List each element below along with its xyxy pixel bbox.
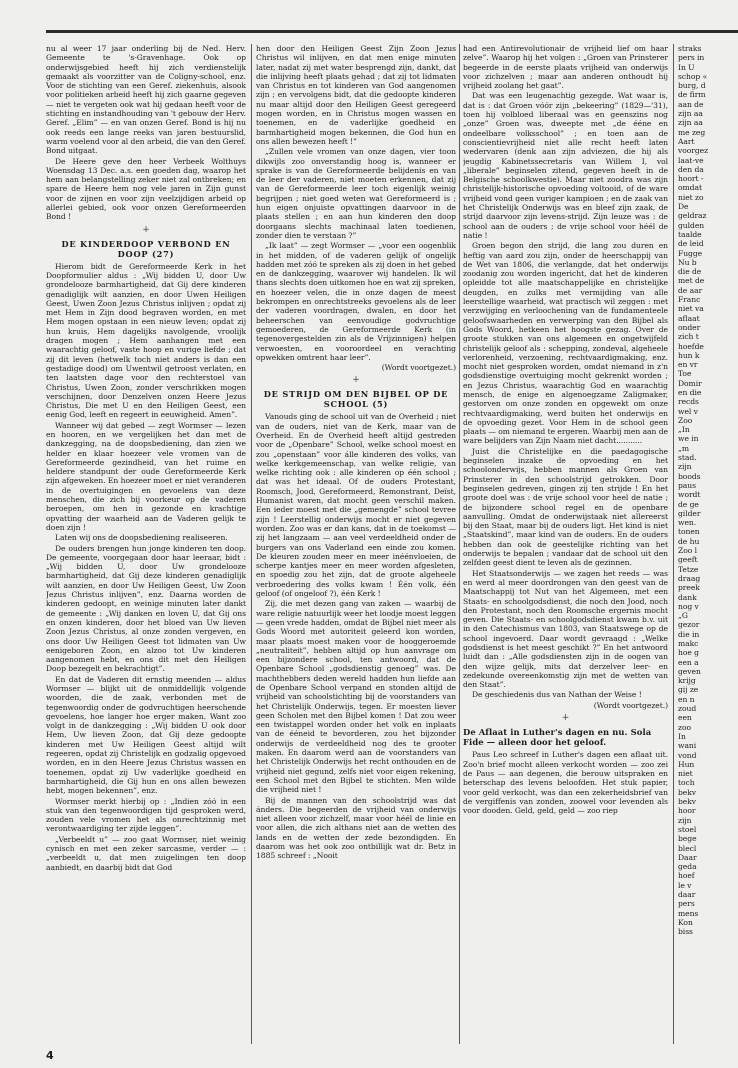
article-heading-strijd-bijbel: DE STRIJD OM DEN BIJBEL OP DE SCHOOL (5)	[263, 389, 449, 410]
cropped-line-fragment: zoo	[678, 722, 691, 732]
paragraph: Dat was een leugenachtig gezegde. Wat waar is, dat is : dat Groen vóór zijn „bekeering” (1829—'31), toen hij volbloed liberaal was en geenszins nog „onze” Groen was, dweepte met „de ééne en ondeelbare volksschool” ; en toen aan de conscientievrijheid niet alle recht heeft laten wedervaren (denk aan zijn adviezen, die hij als jeugdig Kabinetssecretaris van Willem I, vol „liberale” beginselen zitend, gegeven heeft in de Belgische schoolkwestie). Maar niet zoodra was zijn christelijk-historische opvoeding voltooid, of de ware vrijheid vond geen vuriger kampioen ; en de zaak van het Christelijk Onderwijs was en bleef zijn zaak, de strijd daarvoor zijn levens-strijd. Zijn leuze was : de school aan de ouders ; de vrije school voor héél de natie !	[463, 91, 668, 240]
cropped-line-fragment: geldraz	[678, 211, 707, 221]
cropped-line-fragment: gilder	[678, 508, 701, 518]
paragraph: Hierom bidt de Gereformeerde Kerk in het Doopformulier aldus : „Wij bidden U, door Uw grondelooze barmhartigheid, dat Gij dere kinderen genadiglijk wilt aanzien, en door Uwen Heiligen Geest, Uwen Zoon Jezus Christus inlijven ; opdat zij met Hem in Zijn dood begraven worden, en met Hem mogen opstaan in een nieuw leven; opdat zij hun kruis, Hem dagelijks navolgende, vroolijk dragen mogen ; Hem aanhangen met een waarachtig geloof, vaste hoop en vurige liefde ; dat zij dit leven (hetwelk toch niet anders is dan een gestadige dood) om Uwentwil getroost verlaten, en ten laatsten dage voor den rechterstoel van Christus, Uwen Zoon, zonder verschrikken mogen verschijnen, door Denzelven onzen Heere Jezus Christus, Die met U en den Heiligen Geest, een eenig God, leeft en regeert in eeuwigheid. Amen”.	[46, 261, 246, 420]
cropped-line-fragment: Franc	[678, 295, 701, 305]
cropped-line-fragment: met de	[678, 276, 705, 286]
cropped-line-fragment: de ge	[678, 499, 699, 509]
cropped-line-fragment: „m	[678, 443, 690, 453]
cropped-line-fragment: zijn aa	[678, 118, 703, 128]
paragraph: De Heere geve den heer Verbeek Wolthuys Woensdag 13 Dec. a.s. een goeden dag, waarop het hem aan belangstelling zeker niet zal ontbreken; en spare de Heere hem nog vele jaren in Zijn gunst voor de zijnen en voor zijn veelzijdigen arbeid op allerlei gebied, ook voor onzen Gereformeerden Bond !	[46, 156, 246, 222]
paragraph: Wanneer wij dat gebed — zegt Wormser — lezen en hooren, en we vergelijken het dan met de dankzegging, na de doopsbediening, dan zien we helder en klaar hoezeer vele vromen van de Gereformeerde gezindheid, van het ruime en heldere standpunt der oude Gereformeerde Kerk zijn afgeweken. En hoezeer moet er niet veranderen in de overtuigingen en gevoelens van deze menschen, die zich bij voorkeur op de vaderen beroepen, om hen in gezonde en krachtige opvatting der waarheid aan de Vaderen gelijk te doen zijn !	[46, 420, 246, 532]
cropped-line-fragment: zoud	[678, 704, 697, 714]
cropped-line-fragment: niet zo	[678, 192, 704, 202]
cropped-line-fragment: niet va	[678, 304, 704, 314]
cropped-line-fragment: Toe	[678, 369, 692, 379]
cropped-line-fragment: le v	[678, 880, 692, 890]
cropped-line-fragment: toch	[678, 778, 695, 788]
paragraph: Groen begon den strijd, die lang zou duren en heftig van aard zou zijn, onder de heerschappij van de Wet van 1806, die verlangde, dat het onderwijs zoodanig zou worden ingericht, dat het de kinderen opleidde tot alle maatschappelijke en christelijke deugden, en zulks met vermijding van alle leerstellige waarheid, wat practisch wil zeggen : met verzwijging en verloochening van de fundamenteele geloofswaarheden en verwerping van den Bijbel als Gods Woord, hetkeen het hoogste gezag. Over de groote stukken van ons algemeen en ongetwijfeld christelijk geloof als : schepping, zondeval, algeheele verlorenheid, verzoening, rechtvaardigmaking, enz. mocht niet gesproken worden, omdat niemand in z'n godsdienstige overtuiging mocht gekrenkt worden ; en Jezus Christus, waarachtig God en waarachtig mensch, de enige en algenoegzame Zaligmaker, gestorven om onze zonden en opgewekt om onze rechtvaardigmaking, werd buiten het onderwijs en de opvoeding gezet. Voor Hem in de school geen plaats — om niemand te ergeren. Waarbij men aan de ware belijders van Zijn Naam niet dacht...........	[463, 241, 668, 446]
ornament-cross: +	[352, 375, 360, 386]
column-3	[463, 44, 668, 1044]
paragraph: Paus Leo schreef in Luther's dagen een aflaat uit. Zoo'n brief mocht alleen verkocht worden — zoo zei de Paus — aan degenen, die berouw uitspraken en beterschap des levens beloofden. Het stuk papier, voor geld verkocht, was dan een zekerheidsbrief van de vergiffenis van zonden, zoowel voor levenden als voor dooden. Geld, geld, geld — zoo riep	[463, 750, 668, 816]
cropped-line-fragment: aan de	[678, 99, 704, 109]
cropped-line-fragment: gulden	[678, 220, 705, 230]
cropped-line-fragment: en die	[678, 387, 702, 397]
cropped-line-fragment: en vr	[678, 360, 698, 370]
paragraph: „Zullen vele vromen van onze dagen, vier toon dikwijls zoo onverstandig hoog is, wanneer er sprake is van de Gereformeerde belijdenis en van de leer der vaderen, niet moeten erkennen, dat zij van de Gereformeerde leer toch eigenlijk weinig begrijpen ; niet goed weten wat Gereformeerd is ; hun eigen onjuiste opvattingen daarvoor in de plaats stellen ; en aan hun kinderen den doop doorgaans slechts machinaal laten toedienen, zonder dien te verstaan ?”	[256, 147, 456, 240]
cropped-line-fragment: hoefde	[678, 341, 704, 351]
cropped-line-fragment: den da	[678, 164, 704, 174]
cropped-line-fragment: blecl	[678, 843, 697, 853]
column-divider	[459, 44, 460, 1044]
column-1	[46, 44, 246, 1044]
cropped-line-fragment: Daar	[678, 852, 697, 862]
column-divider	[673, 44, 674, 1044]
cropped-line-fragment: burg, d	[678, 81, 706, 91]
cropped-line-fragment: vond	[678, 750, 697, 760]
article-heading-kinderdoop: DE KINDERDOOP VERBOND EN DOOP (27)	[61, 238, 231, 259]
cropped-line-fragment: omdat	[678, 183, 702, 193]
cropped-line-fragment: taalde	[678, 229, 702, 239]
cropped-line-fragment: de leid	[678, 239, 704, 249]
cropped-line-fragment: me zeg	[678, 127, 706, 137]
cropped-line-fragment: pers in	[678, 53, 705, 63]
cropped-line-fragment: geda	[678, 862, 697, 872]
cropped-line-fragment: paus	[678, 480, 696, 490]
cropped-line-fragment: krijg	[678, 676, 696, 686]
paragraph: hen door den Heiligen Geest Zijn Zoon Jezus Christus wil inlijven, en dat men enige minuten later, nadat zij met water besprengd zijn, dankt, dat die inlijving heeft plaats gehad ; dat zij tot lidmaten van Christus en tot kinderen van God aangenomen zijn ; en vervolgens bidt, dat die gedoopte kinderen nu maar altijd door den Heiligen Geest geregeerd mogen worden, en in Christus mogen wassen en toenemen, en de vaderlijke goedheid en barmhartigheid mogen bekennen, die God hun en ons allen bewezen heeft !”	[256, 44, 456, 146]
cropped-line-fragment: daar	[678, 890, 696, 900]
cropped-line-fragment: aflaat	[678, 313, 700, 323]
cropped-line-fragment: preek	[678, 583, 700, 593]
cropped-line-fragment: Fugge	[678, 248, 703, 258]
cropped-line-fragment: wen.	[678, 518, 697, 528]
cropped-line-fragment: de firm	[678, 90, 706, 100]
cropped-line-fragment: niet	[678, 769, 693, 779]
paragraph: De ouders brengen hun jonge kinderen ten doop. De gemeente, voorgegaan door haar leeraar, bidt : „Wij bidden U, door Uw grondelooze barmhartigheid, dat Gij deze kinderen genadiglijk wilt aanzien, en door Uw Heiligen Geest, Uw Zoon Jezus Christus inlijven”, enz. Daarna worden de kinderen gedoopt, en weinige minuten later dankt de gemeente : „Wij danken en loven U, dat Gij ons en onzen kinderen, door het bloed van Uw lieven Zoon Jezus Christus, al onze zonden vergeven, en ons door Uw Heiligen Geest tot lidmaten van Uw eenigeboren Zoon, en alzoo tot Uw kinderen aangenomen hebt, en ons dit met den Heiligen Doop bezegelt en bekrachtigt”.	[46, 543, 246, 674]
paragraph: had een Antirevolutionair de vrijheid lief om haar zelve”. Waarop hij het volgen : „Groen van Prinsterer begeerde in de eerste plaats vrijheid van onderwijs voor zichzelven ; maar aan anderen onthoudt hij vrijheid zoolang het gaat”.	[463, 44, 668, 91]
cropped-line-fragment: die de	[678, 267, 702, 277]
paragraph: Wormser merkt hierbij op : „Indien zóó in een stuk van den tegenwoordigen tijd gesproken werd, zouden vele vromen het als onrechtzinnig met verontwaardiging ter zijde leggen”.	[46, 796, 246, 834]
cropped-line-fragment: biss	[678, 927, 693, 937]
cropped-line-fragment: we in	[678, 434, 699, 444]
cropped-line-fragment: Tetze	[678, 564, 699, 574]
cropped-line-fragment: Zoo	[678, 415, 693, 425]
header-rule	[46, 30, 738, 33]
paragraph: Juist die Christelijke en die paedagogische beginselen inzake de opvoeding en het schoolonderwijs, hebben mannen als Groen van Prinsterer in den schoolstrijd getrokken. Door beginselen gedreven, gingen zij ten strijde ! En het groote doel was : de vrije school voor heel de natie ; de bijzondere school regel en de openbare aanvulling. Omdat de onderwijstaak niet allereerst bij den Staat, maar bij de ouders ligt. Het kind is niet „Staatskind”, maar kind van de ouders. En de ouders hebben dan ook de geestelijke richting van het onderwijs te bepalen ; vandaar dat de school uit den zelfden geest dient te leven als de gezinnen.	[463, 446, 668, 568]
cropped-line-fragment: bekv	[678, 787, 697, 797]
cropped-line-fragment: de aar	[678, 285, 703, 295]
column-divider	[251, 44, 252, 1044]
cropped-line-fragment: wel v	[678, 406, 698, 416]
cropped-line-fragment: geeft	[678, 555, 698, 565]
cropped-line-fragment: pers	[678, 899, 695, 909]
paragraph: De geschiedenis dus van Nathan der Weise !	[472, 690, 642, 700]
cropped-line-fragment: die in	[678, 629, 700, 639]
cropped-line-fragment: recds	[678, 397, 699, 407]
cropped-line-fragment: gij ze	[678, 685, 699, 695]
paragraph: „Verbeeldt u” — zoo gaat Wormser, niet weinig cynisch en met een zeker sarcasme, verder — : „verbeeldt u, dat men zuigelingen ten doop aanbiedt, en daarbij bidt dat God	[46, 834, 246, 872]
article-heading-aflaat: De Aflaat in Luther's dagen en nu. Sola Fide — alleen door het geloof.	[463, 727, 652, 748]
paragraph: nu al weer 17 jaar onderling bij de Ned. Herv. Gemeente te 's-Gravenhage. Ook op onderwijsgebied heeft hij zich verdienstelijk gemaakt als voorzitter van de Coligny-school, enz. Voor de stichting van een Geref. ziekenhuis, alsook voor politieken arbeid heeft hij zich gaarne gegeven — niet te vergeten ook wat hij gedaan heeft voor de stichting en instandhouding van 't gebouw der Herv. Geref. „Elim” — en van onzen Geref. Bond is hij nu ook reeds een lange reeks van jaren bestuurslid, warm voelend voor al den arbeid, die van den Geref. Bond uitgaat.	[46, 44, 246, 156]
cropped-line-fragment: Hun	[678, 759, 695, 769]
cropped-line-fragment: In	[678, 731, 686, 741]
paragraph: Vanouds ging de school uit van de Overheid ; niet van de ouders, niet van de Kerk, maar van de Overheid. En de Overheid heeft altijd gestreden voor de „Openbare” School, welke school moest en zou „openstaan” voor álle kinderen des volks, van welke kerkgemeenschap, van welke religie, van welke richting ook : alle kinderen op één school ; dat was het ideaal. Of de ouders Protestant, Roomsch, Jood, Gereformeerd, Remonstrant, Deïst, Humanist waren, dat mocht geen verschil maken. Een ieder moest met die „gemengde” school tevree zijn ! Leerstellig onderwijs mocht er niet gegeven worden. Zoo was er dan kans, dat in de toekomst — zij het langzaam — aan veel verdeeldheid onder de burgers van ons Vaderland een einde zou komen. De kleuren zouden meer en meer inéénvloeien, de scherpe kantjes meer en meer worden afgesleten, en spoedig zou het zijn, dat de groote algeheele verbroedering des volks kwam ! Één volk, één geloof (of ongeloof ?), één Kerk !	[256, 412, 456, 599]
cropped-line-fragment: dank	[678, 592, 697, 602]
cropped-line-fragment: hoe g	[678, 648, 699, 658]
cropped-line-fragment: stad.	[678, 453, 697, 463]
cropped-line-fragment: zijn	[678, 815, 692, 825]
cropped-line-fragment: de hu	[678, 536, 700, 546]
paragraph: Zij, die met dezen gang van zaken — waarbij de ware religie natuurlijk weer het loodje moest leggen — geen vrede hadden, omdat de Bijbel niet meer als Gods Woord met autoriteit geleerd kon worden, maar plaats moest maken voor de hooggeroemde „neutraliteit”, hebben altijd op hun aanvrage om een bijzondere school, ten antwoord, dat de Openbare School „godsdienstig genoeg” was. De machthebbers deden wereld hadden hun liefde aan de Openbare School verpand en stonden altijd de vrijheid van schoolstichting bij de voorstanders van het Christelijk Onderwijs, tegen. Er moesten liever geen Scholen met den Bijbel komen ! Dat zou weer een twistappel worden onder het volk en inplaats van de ééneid te bevorderen, zou het bijzonder onderwijs de verdeeldheid nog des te grooter maken. En daarom werd aan de voorstanders van het Christelijk Onderwijs het recht onthouden en de vrijheid niet gegund, zelfs niet voor eigen rekening, een School met den Bijbel te stichten. Men wilde die vrijheid niet !	[256, 599, 456, 795]
cropped-line-fragment: een a	[678, 657, 699, 667]
cropped-line-fragment: nog v	[678, 601, 699, 611]
cropped-line-fragment: gezor	[678, 620, 700, 630]
paragraph: Laten wij ons de doopsbediening realiseeren.	[55, 533, 228, 543]
page-number: 4	[46, 1049, 54, 1062]
cropped-line-fragment: hoort -	[678, 174, 704, 184]
cropped-line-fragment: laat-ve	[678, 155, 704, 165]
cropped-line-fragment: onder	[678, 322, 701, 332]
cropped-line-fragment: zijn aa	[678, 109, 703, 119]
ornament-cross: +	[561, 713, 570, 724]
continued-note: (Wordt voortgezet.)	[593, 700, 668, 710]
cropped-line-fragment: hoor	[678, 806, 696, 816]
cropped-line-fragment: schop «	[678, 71, 708, 81]
cropped-line-fragment: „In	[678, 425, 690, 435]
cropped-line-fragment: Kon	[678, 917, 693, 927]
cropped-line-fragment: Aart	[678, 136, 695, 146]
cropped-line-fragment: voorgez	[678, 146, 709, 156]
cropped-line-fragment: Nu b	[678, 257, 697, 267]
column-2	[256, 44, 456, 1044]
cropped-line-fragment: boods	[678, 471, 701, 481]
cropped-line-fragment: straks	[678, 44, 702, 53]
paragraph: „Ik laat” — zegt Wormser — „voor een oogenblik in het midden, of de vaderen gelijk of ongelijk hadden met zóó te spreken als zij doen in het gebed en de dankzegging, waarover wij handelen. Ik wil thans slechts doen uitkomen hoe en wat zij spreken, en hoezeer velen, die in onze dagen de meest bekrompen en onrechtstreeks gevoelens als de leer der vaderen voordragen, dwalen, en door het beheerschen van eenvoudige godvruchtige gemoederen, de Gereformeerde Kerk (in tegenovergestelden zin als de Vrijzinnigen) helpen verwoesten, en vooroordeel en verachting opwekken omtrent haar leer”.	[256, 241, 456, 362]
cropped-line-fragment: stoel	[678, 824, 697, 834]
cropped-line-fragment: en n	[678, 694, 695, 704]
cropped-line-fragment: wordt	[678, 490, 701, 500]
paragraph: En dat de Vaderen dit ernstig meenden — aldus Wormser — blijkt uit de onmiddellijk volgende woorden, die de zaak, verbonden met de tegenwoordig onder de godvruchtigen heerschende gevoelens, hoe langer hoe erger maken. Want zoo volgt in de dankzegging : „Wij bidden U ook door Hem, Uw lieven Zoon, dat Gij deze gedoopte kinderen met Uw Heiligen Geest altijd wilt regeeren, opdat zij Christelijk en godzalig opgevoed worden, en in den Heere Jezus Christus wassen en toenemen, opdat zij Uw vaderlijke goedheid en barmhartigheid, die Gij hun en ons allen bewezen hebt, mogen bekennen”, enz.	[46, 674, 246, 796]
cropped-line-fragment: makc	[678, 639, 699, 648]
cropped-line-fragment: „G	[678, 611, 688, 621]
cropped-line-fragment: hun k	[678, 350, 700, 360]
continued-note: (Wordt voortgezet.)	[381, 363, 456, 373]
cropped-line-fragment: Domir	[678, 378, 702, 388]
cropped-line-fragment: bege	[678, 834, 697, 844]
cropped-line-fragment: Zoo l	[678, 546, 698, 556]
cropped-line-fragment: draag	[678, 573, 701, 583]
cropped-line-fragment: zijn	[678, 462, 692, 472]
cropped-line-fragment: De	[678, 202, 689, 212]
cropped-line-fragment: een	[678, 713, 692, 723]
paragraph: Bij de mannen van den schoolstrijd was dat ánders. Die begeerden de vrijheid van onderwijs niet alleen voor zichzelf, maar voor héél de linie en voor allen, die zich althans niet aan de wetten des lands en de wetten der zede bezondigden. En daarom was het ook zoo ontbillijk wat dr. Betz in 1885 schreef : „Nooit	[256, 795, 456, 861]
cropped-line-fragment: tonen	[678, 527, 700, 537]
cropped-line-fragment: zich t	[678, 332, 699, 342]
cropped-line-fragment: wani	[678, 741, 697, 751]
cropped-line-fragment: hoef	[678, 871, 695, 881]
paragraph: Het Staatsonderwijs — we zagen het reeds — was en werd al meer doordrongen van den geest van de Maatschappij tot Nut van het Algemeen, met een Staats- en schoolgodsdienst, die noch den Jood, noch den Protestant, noch den Roomsche ergernis mocht geven. Die Staats- en schoolgodsdienst kwam b.v. uit in den Catechismus van 1803, van Staatswege op de school ingevoerd. Daar wordt gevraagd : „Welke godsdienst is het meest geschikt ?” En het antwoord luidt dan : „Alle godsdiensten zijn in de oogen van den wijze gelijk, mits dat derzelver leer- en zedekunde overeenkomstig zijn met de wetten van den Staat”.	[463, 568, 668, 690]
cropped-line-fragment: bekv	[678, 797, 697, 807]
column-4-cropped	[678, 44, 738, 1044]
cropped-line-fragment: mens	[678, 908, 699, 918]
cropped-line-fragment: In U	[678, 62, 695, 72]
ornament-cross: +	[142, 224, 150, 235]
cropped-line-fragment: geven	[678, 666, 701, 676]
